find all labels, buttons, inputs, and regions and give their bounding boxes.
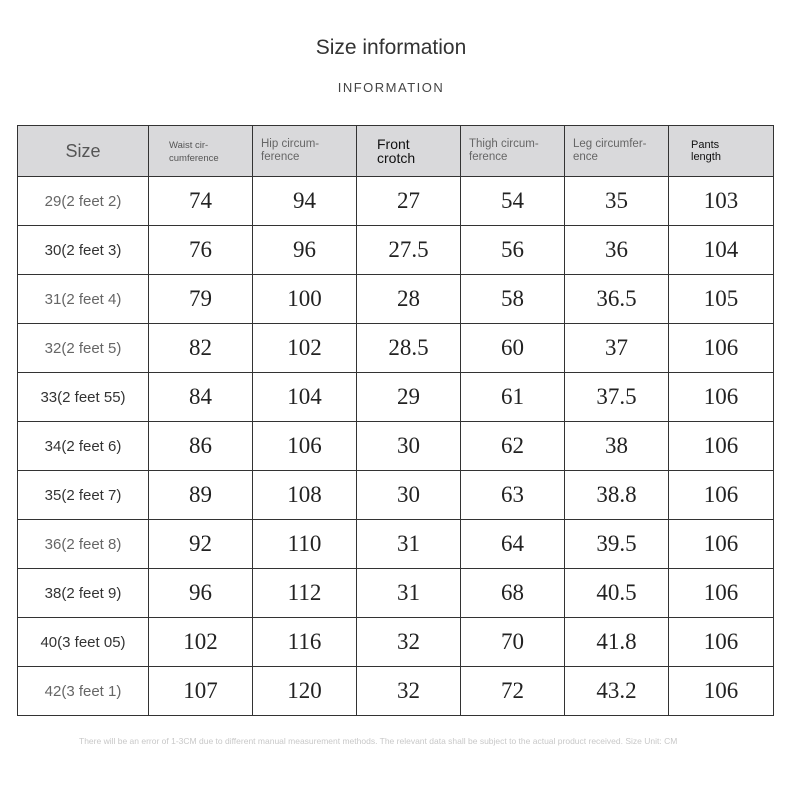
table-row [18, 324, 774, 373]
cell-leg: 37.5 [565, 373, 669, 422]
cell-front-crotch: 30 [357, 422, 461, 471]
cell-size: 29(2 feet 2) [18, 177, 149, 226]
table-row [18, 275, 774, 324]
cell-leg: 37 [565, 324, 669, 373]
cell-leg: 43.2 [565, 667, 669, 716]
cell-pants-length: 103 [669, 177, 774, 226]
cell-thigh: 58 [461, 275, 565, 324]
table-row [18, 422, 774, 471]
cell-pants-length: 106 [669, 618, 774, 667]
cell-front-crotch: 27.5 [357, 226, 461, 275]
cell-leg: 40.5 [565, 569, 669, 618]
cell-waist: 89 [149, 471, 253, 520]
header-hip [253, 126, 357, 177]
cell-pants-length: 106 [669, 520, 774, 569]
cell-pants-length: 106 [669, 422, 774, 471]
cell-pants-length: 106 [669, 471, 774, 520]
header-pants-length [669, 126, 774, 177]
cell-hip: 120 [253, 667, 357, 716]
cell-hip: 96 [253, 226, 357, 275]
cell-waist: 96 [149, 569, 253, 618]
cell-leg: 36.5 [565, 275, 669, 324]
cell-leg: 36 [565, 226, 669, 275]
cell-thigh: 63 [461, 471, 565, 520]
cell-waist: 86 [149, 422, 253, 471]
header-thigh-label: Thigh circum- ference [469, 138, 539, 163]
table-body [18, 177, 774, 716]
header-leg-label: Leg circumfer- ence [573, 138, 647, 163]
table-header-row [18, 126, 774, 177]
cell-waist: 102 [149, 618, 253, 667]
cell-thigh: 60 [461, 324, 565, 373]
cell-leg: 39.5 [565, 520, 669, 569]
cell-size: 33(2 feet 55) [18, 373, 149, 422]
cell-thigh: 64 [461, 520, 565, 569]
cell-size: 31(2 feet 4) [18, 275, 149, 324]
cell-front-crotch: 28.5 [357, 324, 461, 373]
cell-hip: 106 [253, 422, 357, 471]
cell-hip: 108 [253, 471, 357, 520]
table-row [18, 471, 774, 520]
cell-hip: 110 [253, 520, 357, 569]
table-row [18, 618, 774, 667]
header-pants-length-label: Pants length [691, 139, 721, 163]
cell-size: 32(2 feet 5) [18, 324, 149, 373]
cell-size: 34(2 feet 6) [18, 422, 149, 471]
cell-size: 36(2 feet 8) [18, 520, 149, 569]
cell-thigh: 72 [461, 667, 565, 716]
header-leg [565, 126, 669, 177]
header-size: Size [18, 126, 149, 177]
cell-hip: 116 [253, 618, 357, 667]
cell-pants-length: 104 [669, 226, 774, 275]
cell-hip: 100 [253, 275, 357, 324]
page-title: Size information [315, 36, 467, 59]
cell-leg: 41.8 [565, 618, 669, 667]
cell-pants-length: 105 [669, 275, 774, 324]
table-row [18, 226, 774, 275]
header-waist-label: Waist cir- cumference [169, 140, 219, 164]
cell-size: 40(3 feet 05) [18, 618, 149, 667]
cell-hip: 94 [253, 177, 357, 226]
table-row [18, 373, 774, 422]
header-waist [149, 126, 253, 177]
cell-thigh: 54 [461, 177, 565, 226]
cell-thigh: 70 [461, 618, 565, 667]
table-row [18, 177, 774, 226]
cell-hip: 104 [253, 373, 357, 422]
measurement-note: There will be an error of 1-3CM due to different manual measurement methods. The relevant data shall be subject to the actual product received. Size Unit: CM [79, 736, 678, 746]
cell-thigh: 68 [461, 569, 565, 618]
cell-waist: 76 [149, 226, 253, 275]
cell-pants-length: 106 [669, 324, 774, 373]
table-row [18, 569, 774, 618]
cell-size: 30(2 feet 3) [18, 226, 149, 275]
cell-front-crotch: 28 [357, 275, 461, 324]
cell-front-crotch: 27 [357, 177, 461, 226]
header-front-crotch [357, 126, 461, 177]
page-subtitle: INFORMATION [337, 80, 445, 95]
cell-front-crotch: 31 [357, 520, 461, 569]
cell-front-crotch: 32 [357, 667, 461, 716]
cell-thigh: 56 [461, 226, 565, 275]
cell-waist: 84 [149, 373, 253, 422]
cell-hip: 112 [253, 569, 357, 618]
cell-hip: 102 [253, 324, 357, 373]
cell-pants-length: 106 [669, 667, 774, 716]
cell-size: 38(2 feet 9) [18, 569, 149, 618]
cell-front-crotch: 29 [357, 373, 461, 422]
table-row [18, 667, 774, 716]
cell-leg: 38 [565, 422, 669, 471]
header-hip-label: Hip circum- ference [261, 138, 320, 163]
cell-thigh: 61 [461, 373, 565, 422]
cell-thigh: 62 [461, 422, 565, 471]
cell-pants-length: 106 [669, 569, 774, 618]
cell-waist: 82 [149, 324, 253, 373]
cell-leg: 35 [565, 177, 669, 226]
cell-waist: 79 [149, 275, 253, 324]
cell-front-crotch: 32 [357, 618, 461, 667]
cell-front-crotch: 30 [357, 471, 461, 520]
cell-waist: 74 [149, 177, 253, 226]
cell-size: 35(2 feet 7) [18, 471, 149, 520]
cell-pants-length: 106 [669, 373, 774, 422]
cell-front-crotch: 31 [357, 569, 461, 618]
header-front-crotch-label: Front crotch [377, 136, 416, 166]
table-row [18, 520, 774, 569]
cell-waist: 92 [149, 520, 253, 569]
cell-leg: 38.8 [565, 471, 669, 520]
size-table [17, 125, 774, 716]
cell-waist: 107 [149, 667, 253, 716]
cell-size: 42(3 feet 1) [18, 667, 149, 716]
header-thigh [461, 126, 565, 177]
